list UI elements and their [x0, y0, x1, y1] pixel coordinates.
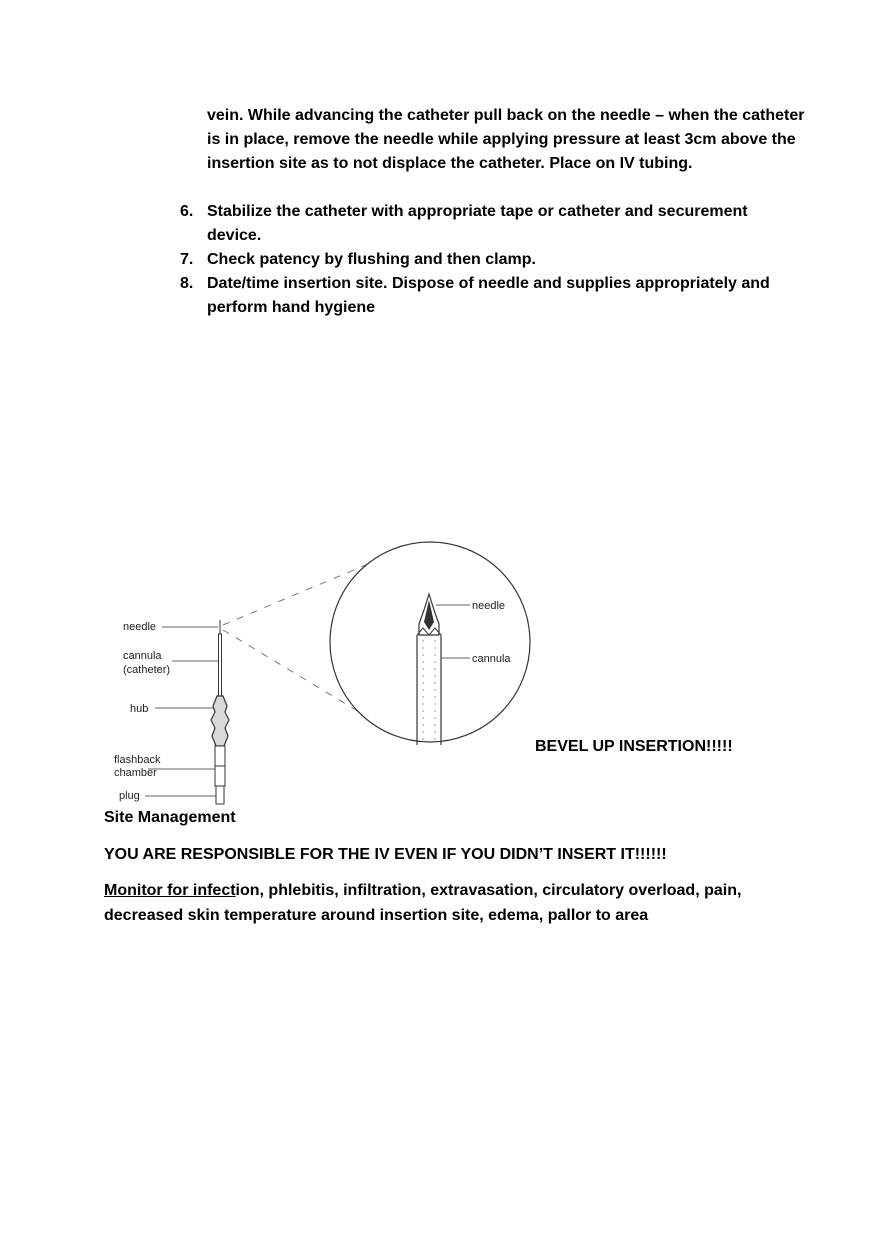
- zoom-label-needle: needle: [472, 600, 506, 612]
- label-cannula: cannula: [123, 650, 162, 662]
- step-item: [180, 200, 800, 248]
- plug-icon: [216, 786, 224, 804]
- iv-catheter-device: [211, 620, 229, 804]
- monitor-paragraph: [104, 878, 784, 928]
- instruction-steps: [180, 200, 800, 320]
- bevel-up-note: BEVEL UP INSERTION!!!!!: [535, 738, 733, 755]
- iv-catheter-diagram: [100, 540, 511, 810]
- step-item: [180, 248, 800, 272]
- step-text: Date/time insertion site. Dispose of needle and supplies appropriately and perform hand hygiene: [207, 275, 770, 316]
- monitor-underlined-text: Monitor for infect: [104, 882, 236, 899]
- step-text: Stabilize the catheter with appropriate tape or catheter and securement device.: [207, 203, 748, 244]
- instruction-continuation: vein. While advancing the catheter pull back on the needle – when the catheter is in place, remove the needle while applying pressure at least 3cm above the insertion site as to not displace the catheter. Place on IV tubing.: [207, 107, 805, 172]
- step-text: Check patency by flushing and then clamp.: [207, 251, 536, 268]
- step-item: [180, 272, 800, 320]
- label-needle: needle: [123, 621, 157, 633]
- hub-icon: [211, 696, 229, 746]
- site-management-heading: Site Management: [104, 809, 236, 826]
- zoom-label-cannula: cannula: [472, 653, 511, 665]
- magnified-view: [330, 542, 530, 745]
- monitor-rest-text: ion, phlebitis, infiltration, extravasation, circulatory overload, pain, decreased skin temperature around insertion site, edema, pallor to area: [104, 882, 742, 924]
- responsibility-warning: YOU ARE RESPONSIBLE FOR THE IV EVEN IF YOU DIDN’T INSERT IT!!!!!!: [104, 846, 667, 863]
- label-chamber: chamber: [114, 767, 157, 779]
- step-number: 6.: [180, 203, 194, 220]
- label-catheter: (catheter): [123, 664, 171, 676]
- step-number: 8.: [180, 275, 194, 292]
- label-hub: hub: [130, 703, 149, 715]
- cannula-shaft: [219, 634, 222, 696]
- step-number: 7.: [180, 251, 194, 268]
- label-plug: plug: [119, 790, 140, 802]
- label-flashback: flashback: [114, 754, 161, 766]
